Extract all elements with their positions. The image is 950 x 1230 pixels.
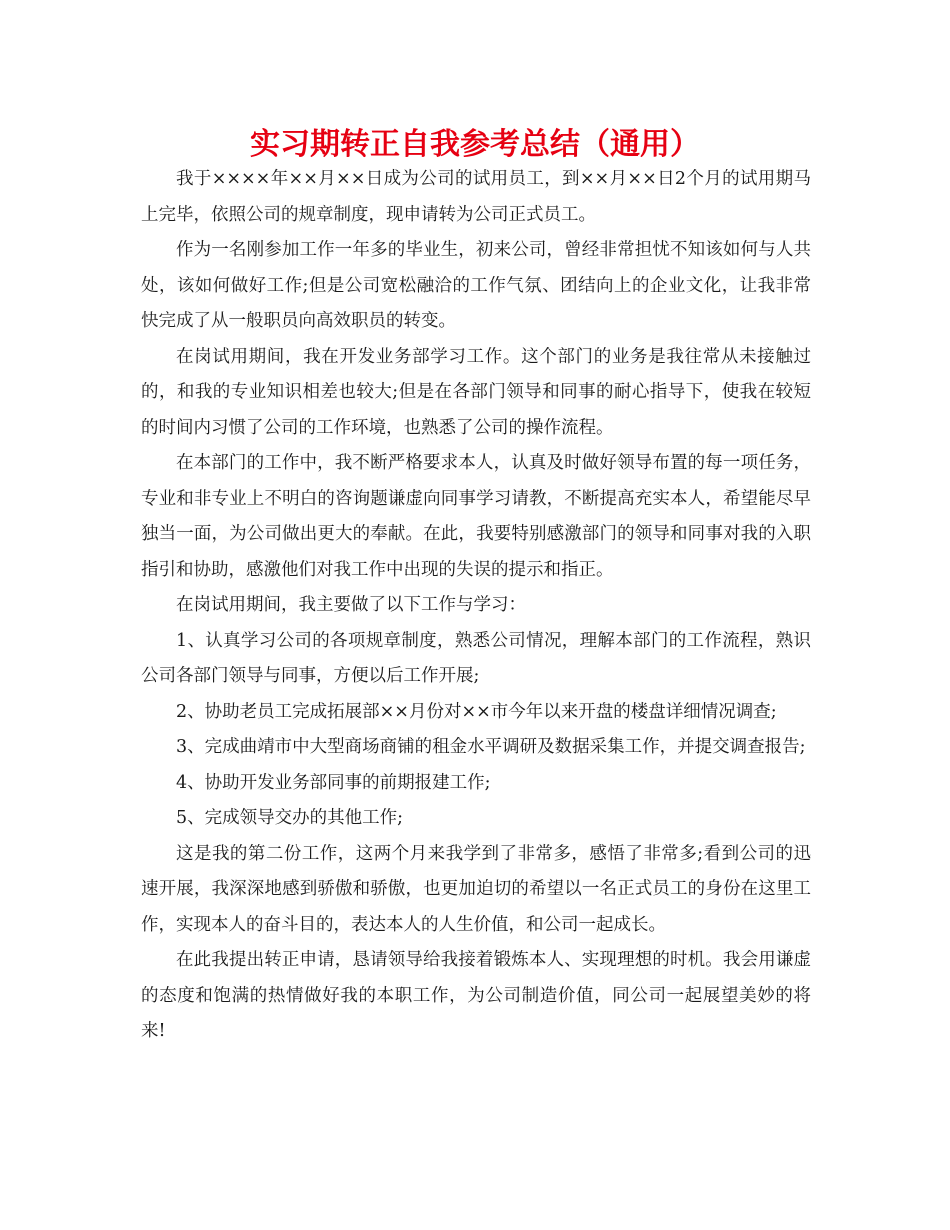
list-item-5: 5、完成领导交办的其他工作;	[176, 808, 404, 828]
list-item-2: 2、协助老员工完成拓展部××月份对××市今年以来开盘的楼盘详细情况调查;	[176, 701, 777, 722]
paragraph-3: 在岗试用期间，我在开发业务部学习工作。这个部门的业务是我往常从未接触过的，和我的专业知识相差也较大;但是在各部门领导和同事的耐心指导下，使我在较短的时间内习惯了公司的工作环境，也熟悉了公司的操作流程。	[141, 346, 811, 438]
paragraph-1: 我于××××年××月××日成为公司的试用员工，到××月××日2个月的试用期马上完毕，依照公司的规章制度，现申请转为公司正式员工。	[141, 169, 811, 225]
document-body	[141, 162, 811, 1050]
paragraph-2: 作为一名刚参加工作一年多的毕业生，初来公司，曾经非常担忧不知该如何与人共处，该如何做好工作;但是公司宽松融洽的工作气氛、团结向上的企业文化，让我非常快完成了从一般职员向高效职员的转变。	[141, 240, 811, 331]
paragraph-5: 在岗试用期间，我主要做了以下工作与学习：	[176, 595, 526, 615]
paragraph-7: 在此我提出转正申请，恳请领导给我接着锻炼本人、实现理想的时机。我会用谦虚的态度和饱满的热情做好我的本职工作，为公司制造价值，同公司一起展望美妙的将来!	[141, 950, 811, 1041]
list-item-1: 1、认真学习公司的各项规章制度，熟悉公司情况，理解本部门的工作流程，熟识公司各部门领导与同事，方便以后工作开展;	[141, 630, 811, 686]
document-title: 实习期转正自我参考总结（通用）	[250, 127, 700, 162]
list-item-4: 4、协助开发业务部同事的前期报建工作;	[176, 772, 491, 793]
paragraph-4: 在本部门的工作中，我不断严格要求本人，认真及时做好领导布置的每一项任务，专业和非专业上不明白的咨询题谦虚向同事学习请教，不断提高充实本人，希望能尽早独当一面，为公司做出更大的奉献。在此，我要特别感激部门的领导和同事对我的入职指引和协助，感激他们对我工作中出现的失误的提示和指正。	[141, 453, 811, 580]
list-item-3: 3、完成曲靖市中大型商场商铺的租金水平调研及数据采集工作，并提交调查报告;	[176, 737, 806, 757]
paragraph-6: 这是我的第二份工作，这两个月来我学到了非常多，感悟了非常多;看到公司的迅速开展，我深深地感到骄傲和骄傲，也更加迫切的希望以一名正式员工的身份在这里工作，实现本人的奋斗目的，表达本人的人生价值，和公司一起成长。	[141, 843, 811, 935]
